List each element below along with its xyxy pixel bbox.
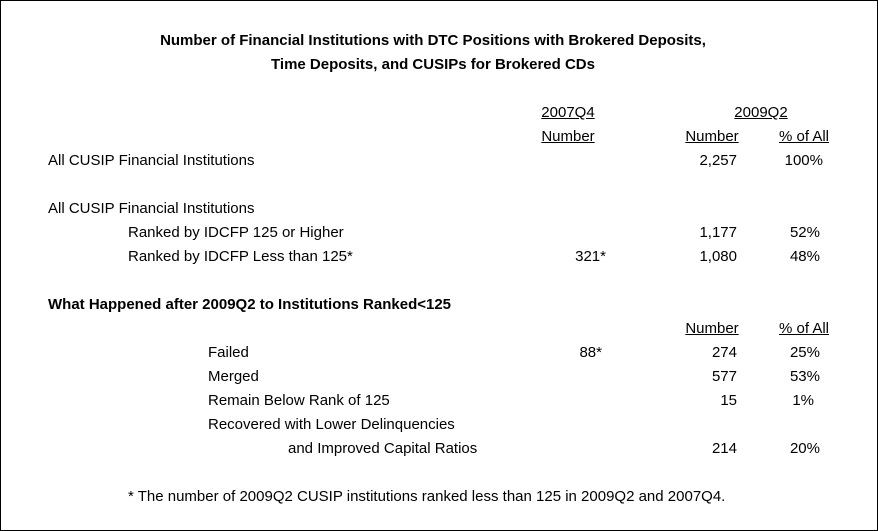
header-2009q2-period: 2009Q2 <box>734 104 788 121</box>
row-failed-2007-number: 88* <box>579 344 602 361</box>
row-recovered-pct: 20% <box>789 440 820 457</box>
row-all-pct: 100% <box>784 152 823 169</box>
row-failed-label: Failed <box>208 344 249 361</box>
row-ranked-high-label: Ranked by IDCFP 125 or Higher <box>128 224 344 241</box>
title-line-2: Time Deposits, and CUSIPs for Brokered CDs <box>271 56 595 73</box>
row-remain-2009-number: 15 <box>720 392 737 409</box>
row-recovered-label-2: and Improved Capital Ratios <box>288 440 478 457</box>
row-ranked-high-2009-number: 1,177 <box>699 224 737 241</box>
row-ranked-low-2009-number: 1,080 <box>699 248 737 265</box>
row-failed-2009-number: 274 <box>711 344 737 361</box>
row-recovered-label-1: Recovered with Lower Delinquencies <box>208 416 455 433</box>
row-recovered-2009-number: 214 <box>711 440 737 457</box>
row-ranked-low-label: Ranked by IDCFP Less than 125* <box>128 248 353 265</box>
header-2009q2-number: Number <box>685 128 739 145</box>
row-remain-pct: 1% <box>792 392 814 409</box>
row-merged-pct: 53% <box>789 368 820 385</box>
row-remain-label: Remain Below Rank of 125 <box>208 392 390 409</box>
section3-header-pct: % of All <box>778 320 830 337</box>
row-merged-2009-number: 577 <box>711 368 737 385</box>
row-failed-pct: 25% <box>789 344 820 361</box>
title-line-1: Number of Financial Institutions with DTC Positions with Brokered Deposits, <box>160 32 706 49</box>
section3-heading: What Happened after 2009Q2 to Institutions Ranked<125 <box>48 296 452 313</box>
row-all-2009-number: 2,257 <box>699 152 737 169</box>
row-ranked-high-pct: 52% <box>789 224 820 241</box>
row-ranked-low-pct: 48% <box>789 248 820 265</box>
row-merged-label: Merged <box>208 368 259 385</box>
row-ranked-low-2007-number: 321* <box>575 248 606 265</box>
footnote: * The number of 2009Q2 CUSIP institutions ranked less than 125 in 2009Q2 and 2007Q4. <box>128 488 726 505</box>
section2-heading: All CUSIP Financial Institutions <box>48 200 255 217</box>
row-all-label: All CUSIP Financial Institutions <box>48 152 255 169</box>
header-2009q2-pct: % of All <box>778 128 830 145</box>
header-2007q4-period: 2007Q4 <box>541 104 595 121</box>
section3-header-number: Number <box>685 320 739 337</box>
header-2007q4-number: Number <box>541 128 595 145</box>
